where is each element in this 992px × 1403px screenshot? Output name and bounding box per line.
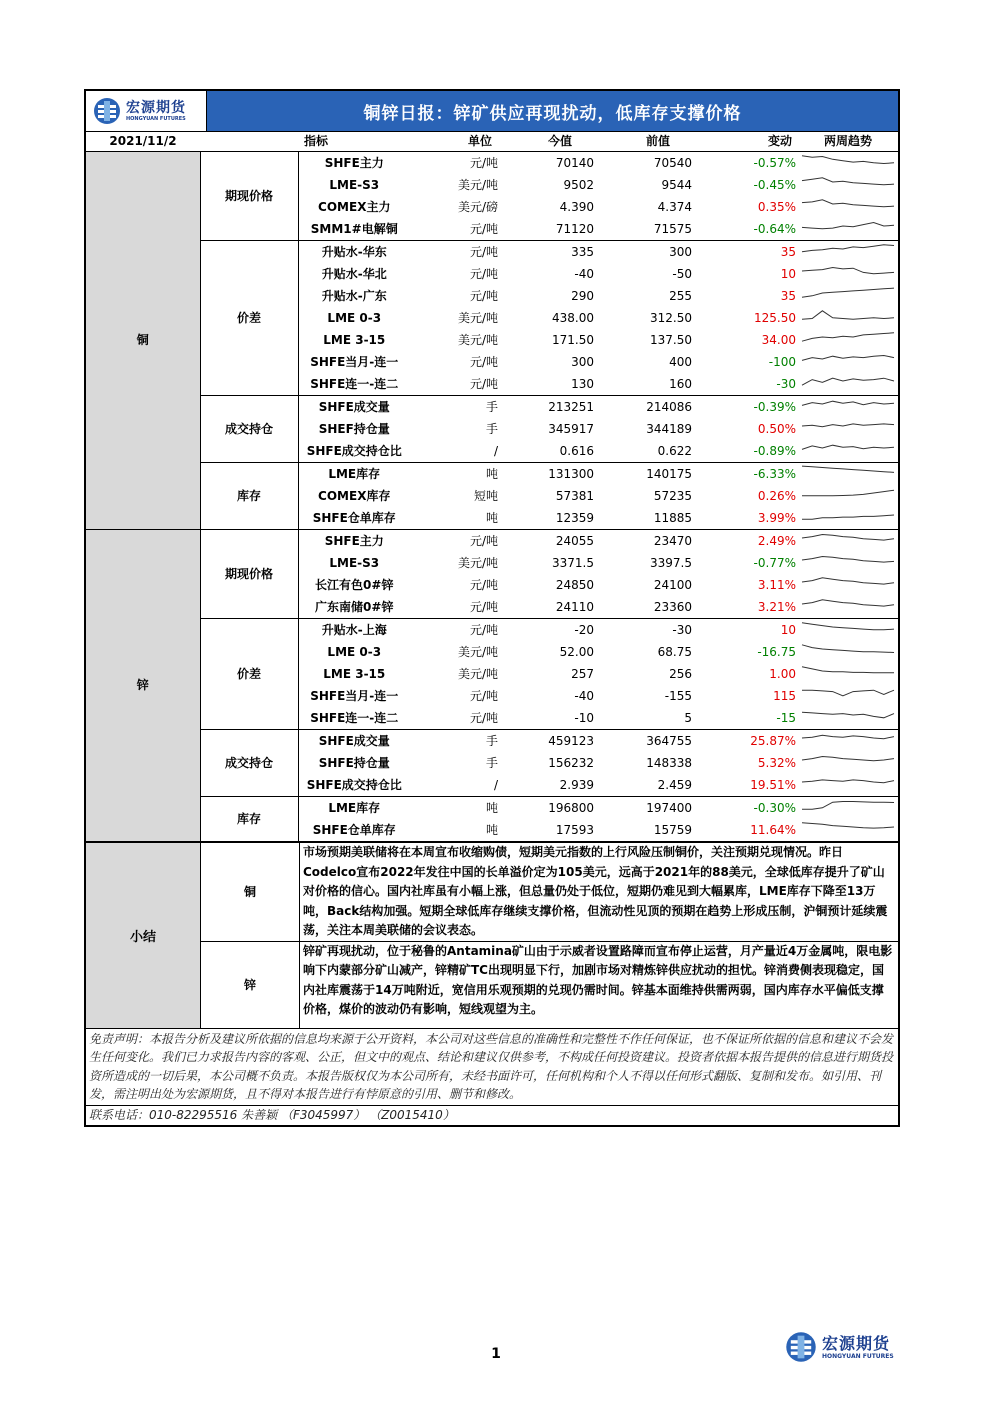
previous-value: 140175 (646, 466, 692, 481)
col-indicator: 指标 (298, 132, 410, 152)
trend-sparkline (800, 329, 896, 345)
trend-sparkline-cell (798, 418, 898, 440)
current-value: 156232 (548, 755, 594, 770)
unit-cell: 元/吨 (469, 244, 498, 259)
trend-sparkline-cell (798, 463, 898, 486)
indicator-cell: 长江有色0#锌 (315, 577, 394, 592)
trend-sparkline-cell (798, 530, 898, 553)
trend-line (802, 600, 894, 606)
trend-line (802, 356, 894, 361)
current-value: 12359 (500, 507, 596, 530)
trend-sparkline (800, 263, 896, 279)
trend-sparkline (800, 241, 896, 257)
previous-value: 23470 (653, 533, 692, 548)
indicator-cell: SHEF持仓量 (318, 421, 390, 436)
previous-value: 57235 (653, 488, 692, 503)
trend-line (802, 690, 894, 696)
previous-value: 300 (669, 244, 692, 259)
trend-sparkline (800, 797, 896, 813)
indicator-cell: SHFE成交持仓比 (298, 774, 410, 797)
current-value: 290 (571, 288, 594, 303)
group-label: 成交持仓 (200, 730, 298, 797)
indicator-cell: LME 0-3 (327, 310, 382, 325)
change-value: -0.39% (753, 399, 796, 414)
trend-line (802, 667, 894, 673)
trend-sparkline (800, 196, 896, 212)
current-value: 171.50 (552, 332, 594, 347)
previous-value: 71575 (596, 218, 694, 241)
footer-logo-name: 宏源期货 (822, 1333, 891, 1353)
change-value: 125.50 (754, 310, 796, 325)
change-value: 25.87% (750, 733, 796, 748)
change-value: 2.49% (757, 533, 796, 548)
trend-sparkline-cell (798, 307, 898, 329)
trend-sparkline-cell (798, 485, 898, 507)
summary-copper-label: 铜 (201, 843, 300, 941)
trend-sparkline-cell (798, 797, 898, 820)
previous-value: 197400 (646, 800, 692, 815)
unit-cell: / (410, 774, 500, 797)
trend-sparkline (800, 373, 896, 389)
disclaimer: 免责声明：本报告分析及建议所依据的信息均来源于公开资料，本公司对这些信息的准确性和完整性不作任何保证，也不保证所依据的信息和建议不会发生任何变化。我们已力求报告内容的客观、公正，但文中的观点、结论和建议仅供参考，不构成任何投资建议。投资者依据本报告提供的信息进行期货投资所造成的一切后果，本公司概不负责。本报告版权仅为本公司所有，未经书面许可，任何机构和个人不得以任何形式翻版、复制和发布。如引用、刊发，需注明出处为宏源期货，且不得对本报告进行有悖原意的引用、删节和修改。 (86, 1028, 898, 1105)
trend-line (802, 156, 894, 164)
indicator-cell: LME库存 (328, 800, 381, 815)
trend-line (802, 578, 894, 584)
indicator-cell: 升贴水-广东 (321, 288, 387, 303)
unit-cell: 元/吨 (469, 266, 498, 281)
unit-cell: 元/吨 (469, 577, 498, 592)
unit-cell: 手 (485, 755, 498, 770)
indicator-cell: LME-S3 (329, 555, 380, 570)
unit-cell: 吨 (410, 819, 500, 842)
indicator-cell: LME库存 (328, 466, 381, 481)
change-value: 0.26% (757, 488, 796, 503)
unit-cell: 元/吨 (469, 354, 498, 369)
change-value: -0.30% (753, 800, 796, 815)
trend-line (802, 466, 894, 472)
indicator-cell: 升贴水-华北 (321, 266, 387, 281)
current-value: 71120 (500, 218, 596, 241)
indicator-cell: SHFE主力 (324, 533, 384, 548)
indicator-cell: SMM1#电解铜 (298, 218, 410, 241)
summary-section (86, 842, 898, 1028)
indicator-cell: SHFE连一-连二 (298, 373, 410, 396)
col-change: 变动 (694, 132, 798, 152)
previous-value: -155 (664, 688, 692, 703)
unit-cell: 元/吨 (469, 622, 498, 637)
trend-line (802, 535, 894, 541)
trend-line (802, 823, 894, 828)
trend-sparkline (800, 174, 896, 190)
table-row (86, 463, 898, 486)
previous-value: 11885 (596, 507, 694, 530)
unit-cell: 美元/吨 (457, 177, 498, 192)
previous-value: 5 (596, 707, 694, 730)
unit-cell: 元/吨 (469, 688, 498, 703)
current-value: 130 (500, 373, 596, 396)
trend-sparkline (800, 218, 896, 234)
unit-cell: 美元/磅 (457, 199, 498, 214)
change-value: -6.33% (753, 466, 796, 481)
trend-sparkline-cell (798, 396, 898, 419)
unit-cell: 元/吨 (410, 707, 500, 730)
trend-sparkline-cell (798, 641, 898, 663)
previous-value: 160 (596, 373, 694, 396)
change-value: 10 (780, 622, 796, 637)
previous-value: 256 (669, 666, 692, 681)
logo-name: 宏源期货 (126, 100, 186, 116)
trend-sparkline-cell (798, 596, 898, 619)
indicator-cell: SHFE当月-连一 (310, 688, 399, 703)
current-value: 196800 (548, 800, 594, 815)
group-label: 库存 (200, 797, 298, 842)
indicator-cell: SHFE连一-连二 (298, 707, 410, 730)
current-value: 24055 (555, 533, 594, 548)
section-label: 锌 (86, 530, 200, 842)
unit-cell: 吨 (410, 507, 500, 530)
change-value: 0.35% (757, 199, 796, 214)
group-label: 库存 (200, 463, 298, 530)
change-value: -100 (768, 354, 796, 369)
footer-logo (784, 1331, 894, 1363)
trend-sparkline (800, 440, 896, 456)
trend-sparkline-cell (798, 752, 898, 774)
trend-line (802, 802, 894, 810)
trend-sparkline (800, 285, 896, 301)
unit-cell: 美元/吨 (457, 666, 498, 681)
trend-sparkline-cell (798, 774, 898, 797)
unit-cell: 元/吨 (469, 288, 498, 303)
previous-value: 2.459 (596, 774, 694, 797)
group-label: 期现价格 (200, 530, 298, 619)
trend-sparkline (800, 819, 896, 835)
trend-line (802, 424, 894, 427)
indicator-cell: SHFE当月-连一 (310, 354, 399, 369)
current-value: 4.390 (559, 199, 594, 214)
trend-sparkline-cell (798, 218, 898, 241)
contact-info: 联系电话：010-82295516 朱善颖 （F3045997） （Z0015410） (86, 1105, 898, 1125)
trend-line (802, 735, 894, 739)
trend-sparkline (800, 596, 896, 612)
change-value: 1.00 (769, 666, 796, 681)
current-value: 300 (571, 354, 594, 369)
trend-sparkline (800, 307, 896, 323)
trend-line (802, 557, 894, 563)
report-header (86, 91, 898, 132)
trend-sparkline-cell (798, 707, 898, 730)
table-row (86, 730, 898, 753)
current-value: 0.616 (500, 440, 596, 463)
current-value: 24110 (500, 596, 596, 619)
current-value: 17593 (500, 819, 596, 842)
trend-sparkline-cell (798, 373, 898, 396)
indicator-cell: LME 0-3 (327, 644, 382, 659)
unit-cell: 手 (485, 733, 498, 748)
indicator-cell: SHFE成交量 (318, 399, 390, 414)
group-label: 价差 (200, 619, 298, 730)
indicator-cell: 广东南储0#锌 (298, 596, 410, 619)
trend-sparkline (800, 619, 896, 635)
indicator-cell: SHFE成交持仓比 (298, 440, 410, 463)
trend-line (802, 490, 894, 496)
trend-line (802, 712, 894, 718)
current-value: 345917 (548, 421, 594, 436)
table-row (86, 396, 898, 419)
trend-sparkline (800, 351, 896, 367)
trend-line (802, 200, 894, 207)
change-value: 35 (780, 244, 796, 259)
trend-line (802, 223, 894, 229)
trend-sparkline-cell (798, 552, 898, 574)
column-header-row (86, 132, 898, 152)
section-label: 铜 (86, 152, 200, 530)
table-row (86, 619, 898, 642)
trend-sparkline-cell (798, 663, 898, 685)
company-logo (86, 91, 207, 131)
report-title: 铜锌日报：锌矿供应再现扰动，低库存支撑价格 (207, 91, 898, 131)
daily-report (84, 89, 900, 1127)
previous-value: 70540 (653, 155, 692, 170)
previous-value: 15759 (596, 819, 694, 842)
indicator-cell: SHFE仓单库存 (298, 819, 410, 842)
trend-sparkline (800, 707, 896, 723)
previous-value: 0.622 (596, 440, 694, 463)
unit-cell: 元/吨 (469, 155, 498, 170)
trend-sparkline-cell (798, 152, 898, 175)
current-value: 257 (571, 666, 594, 681)
indicator-cell: SHFE持仓量 (318, 755, 390, 770)
unit-cell: 美元/吨 (457, 644, 498, 659)
change-value: 35 (780, 288, 796, 303)
unit-cell: 元/吨 (410, 373, 500, 396)
table-row (86, 797, 898, 820)
indicator-cell: 升贴水-上海 (321, 622, 387, 637)
summary-copper-text: 市场预期美联储将在本周宣布收缩购债，短期美元指数的上行风险压制铜价，关注预期兑现情况。昨日Codelco宣布2022年发往中国的长单溢价定为105美元，远高于2021年的88美元，全球低库存提升了矿山对价格的信心。国内社库虽有小幅上涨，但总量仍处于低位，短期仍难见到大幅累库，LME库存下降至13万吨，Back结构加强。短期全球低库存继续支撑价格，但流动性见顶的预期在趋势上形成压制，沪铜预计延续震荡，关注本周美联储的会议表态。 (303, 845, 888, 937)
trend-line (802, 401, 894, 405)
indicator-cell: 升贴水-华东 (321, 244, 387, 259)
trend-sparkline-cell (798, 174, 898, 196)
trend-sparkline (800, 774, 896, 790)
previous-value: -30 (672, 622, 692, 637)
indicator-cell: LME-S3 (329, 177, 380, 192)
previous-value: 137.50 (650, 332, 692, 347)
col-current: 今值 (500, 132, 596, 152)
indicator-cell: COMEX主力 (318, 199, 391, 214)
trend-sparkline (800, 730, 896, 746)
indicator-cell: SHFE成交量 (318, 733, 390, 748)
trend-sparkline (800, 574, 896, 590)
change-value: 34.00 (761, 332, 796, 347)
previous-value: 23360 (596, 596, 694, 619)
unit-cell: 手 (485, 421, 498, 436)
summary-copper (201, 843, 898, 941)
trend-line (802, 311, 894, 319)
trend-sparkline (800, 485, 896, 501)
previous-value: 68.75 (657, 644, 692, 659)
trend-sparkline-cell (798, 241, 898, 264)
change-value: -30 (694, 373, 798, 396)
trend-line (802, 780, 894, 783)
current-value: 438.00 (552, 310, 594, 325)
trend-line (802, 515, 894, 519)
current-value: 459123 (548, 733, 594, 748)
indicator-cell: COMEX库存 (318, 488, 391, 503)
current-value: -10 (500, 707, 596, 730)
col-unit: 单位 (410, 132, 500, 152)
trend-sparkline (800, 685, 896, 701)
trend-line (802, 178, 894, 185)
unit-cell: 美元/吨 (457, 310, 498, 325)
group-label: 期现价格 (200, 152, 298, 241)
previous-value: 344189 (646, 421, 692, 436)
trend-sparkline-cell (798, 619, 898, 642)
current-value: 131300 (548, 466, 594, 481)
previous-value: 3397.5 (650, 555, 692, 570)
change-value: 115 (773, 688, 796, 703)
current-value: -40 (574, 688, 594, 703)
summary-zinc (201, 941, 898, 1028)
change-value: 19.51% (694, 774, 798, 797)
unit-cell: 吨 (485, 800, 498, 815)
trend-line (802, 288, 894, 297)
current-value: 335 (571, 244, 594, 259)
change-value: -15 (694, 707, 798, 730)
table-row (86, 530, 898, 553)
unit-cell: 元/吨 (410, 218, 500, 241)
trend-sparkline (800, 418, 896, 434)
group-label: 成交持仓 (200, 396, 298, 463)
previous-value: 148338 (646, 755, 692, 770)
change-value: 10 (780, 266, 796, 281)
previous-value: 24100 (653, 577, 692, 592)
logo-english: HONGYUAN FUTURES (126, 116, 186, 122)
footer-logo-mark-icon (784, 1331, 818, 1363)
trend-sparkline (800, 507, 896, 523)
current-value: 52.00 (559, 644, 594, 659)
change-value: -0.57% (753, 155, 796, 170)
col-trend: 两周趋势 (798, 132, 898, 152)
trend-sparkline (800, 752, 896, 768)
trend-sparkline (800, 396, 896, 412)
current-value: 9502 (563, 177, 594, 192)
trend-sparkline-cell (798, 196, 898, 218)
trend-line (802, 645, 894, 653)
trend-sparkline (800, 663, 896, 679)
change-value: -0.64% (694, 218, 798, 241)
summary-zinc-label: 锌 (201, 942, 300, 1028)
trend-sparkline (800, 152, 896, 168)
trend-sparkline-cell (798, 574, 898, 596)
current-value: 57381 (555, 488, 594, 503)
unit-cell: 吨 (485, 466, 498, 481)
previous-value: 400 (669, 354, 692, 369)
trend-sparkline-cell (798, 285, 898, 307)
unit-cell: 短吨 (473, 488, 498, 503)
current-value: 24850 (555, 577, 594, 592)
change-value: 5.32% (757, 755, 796, 770)
change-value: -16.75 (757, 644, 796, 659)
previous-value: -50 (672, 266, 692, 281)
table-row (86, 241, 898, 264)
trend-sparkline-cell (798, 819, 898, 842)
change-value: -0.45% (753, 177, 796, 192)
current-value: 3371.5 (552, 555, 594, 570)
logo-mark-icon (92, 97, 122, 125)
previous-value: 364755 (646, 733, 692, 748)
change-value: -0.77% (753, 555, 796, 570)
trend-line (802, 245, 894, 252)
trend-sparkline (800, 641, 896, 657)
indicator-cell: SHFE主力 (324, 155, 384, 170)
unit-cell: / (410, 440, 500, 463)
indicator-cell: LME 3-15 (323, 666, 386, 681)
trend-line (802, 757, 894, 761)
change-value: 3.11% (757, 577, 796, 592)
trend-sparkline (800, 463, 896, 479)
trend-sparkline (800, 552, 896, 568)
unit-cell: 元/吨 (410, 596, 500, 619)
trend-line (802, 333, 894, 341)
previous-value: 4.374 (657, 199, 692, 214)
trend-sparkline-cell (798, 440, 898, 463)
trend-sparkline-cell (798, 329, 898, 351)
trend-sparkline-cell (798, 730, 898, 753)
change-value: 3.21% (694, 596, 798, 619)
trend-line (802, 268, 894, 274)
summary-label: 小结 (86, 843, 201, 1028)
page-number: 1 (491, 1346, 501, 1362)
indicator-cell: SHFE仓单库存 (298, 507, 410, 530)
unit-cell: 美元/吨 (457, 555, 498, 570)
trend-line (802, 623, 894, 630)
previous-value: 312.50 (650, 310, 692, 325)
trend-line (802, 445, 894, 449)
summary-zinc-text: 锌矿再现扰动，位于秘鲁的Antamina矿山由于示威者设置路障而宣布停止运营，月产量近4万金属吨，限电影响下内蒙部分矿山减产，锌精矿TC出现明显下行，加剧市场对精炼锌供应扰动的担忧。锌消费侧表现稳定，国内社库震荡于14万吨附近，宽信用乐观预期的兑现仍需时间。锌基本面维持供需两弱，国内库存水平偏低支撑价格，煤价的波动仍有影响，短线观望为主。 (303, 943, 893, 1016)
trend-sparkline-cell (798, 507, 898, 530)
group-label: 价差 (200, 241, 298, 396)
trend-line (802, 378, 894, 385)
previous-value: 255 (669, 288, 692, 303)
unit-cell: 美元/吨 (457, 332, 498, 347)
previous-value: 9544 (661, 177, 692, 192)
unit-cell: 手 (485, 399, 498, 414)
unit-cell: 元/吨 (469, 533, 498, 548)
report-date: 2021/11/2 (86, 132, 200, 152)
current-value: 213251 (548, 399, 594, 414)
current-value: -20 (574, 622, 594, 637)
change-value: 11.64% (694, 819, 798, 842)
data-table (86, 132, 898, 842)
indicator-cell: LME 3-15 (323, 332, 386, 347)
change-value: -0.89% (694, 440, 798, 463)
table-row (86, 152, 898, 175)
trend-sparkline-cell (798, 685, 898, 707)
col-previous: 前值 (596, 132, 694, 152)
footer-logo-english: HONGYUAN FUTURES (822, 1352, 894, 1360)
trend-sparkline (800, 530, 896, 546)
trend-sparkline-cell (798, 351, 898, 373)
change-value: 0.50% (757, 421, 796, 436)
trend-sparkline-cell (798, 263, 898, 285)
current-value: -40 (574, 266, 594, 281)
current-value: 70140 (555, 155, 594, 170)
change-value: 3.99% (694, 507, 798, 530)
previous-value: 214086 (646, 399, 692, 414)
current-value: 2.939 (500, 774, 596, 797)
